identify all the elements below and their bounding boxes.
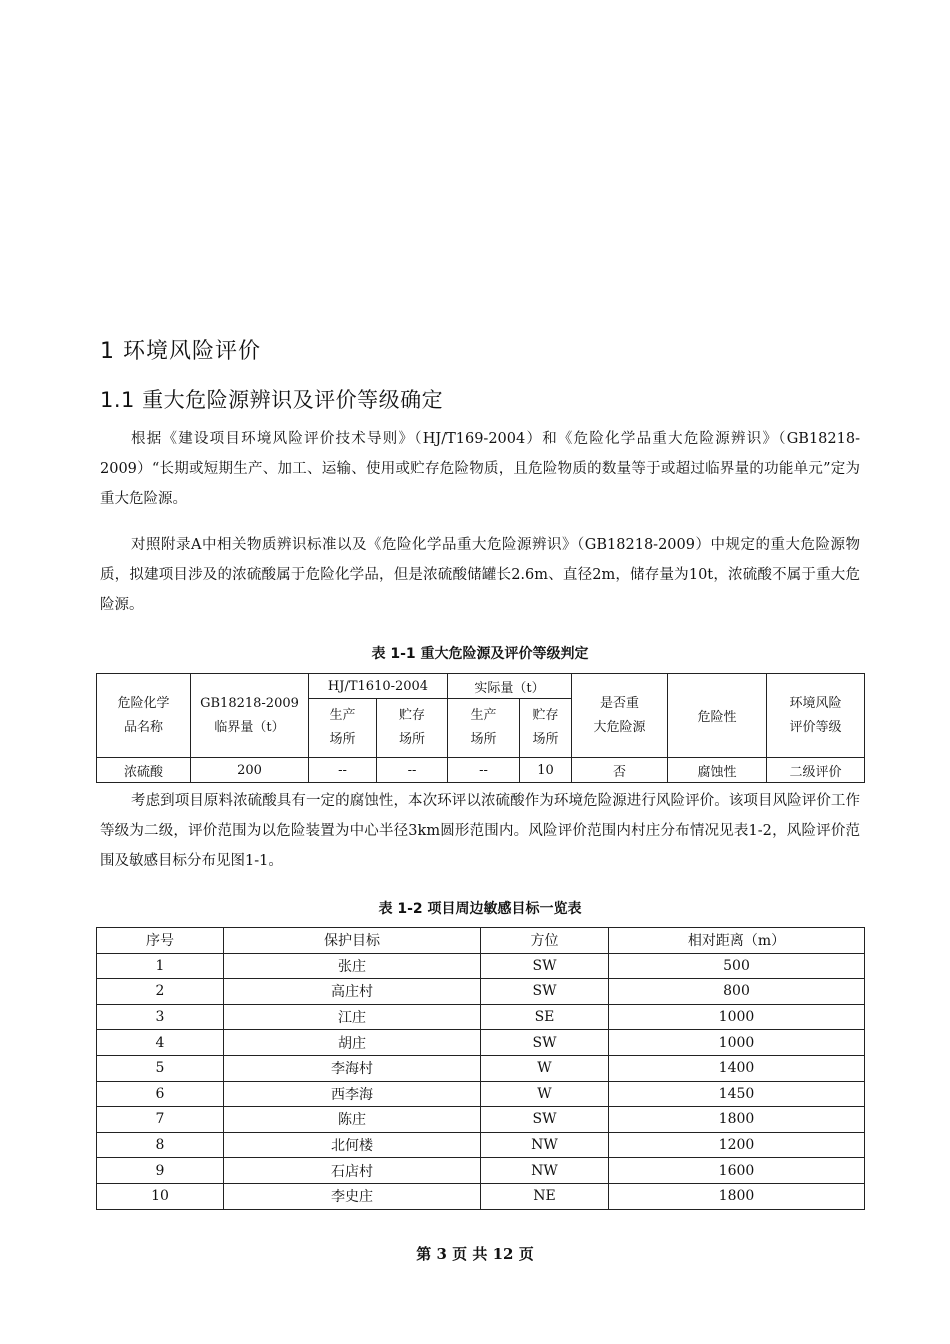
cell-distance: 1800: [609, 1107, 865, 1133]
section-heading: 1 环境风险评价: [100, 339, 261, 364]
cell-target: 李史庄: [224, 1183, 481, 1209]
cell-index: 3: [97, 1004, 224, 1030]
cell-distance: 1400: [609, 1055, 865, 1081]
sensitive-targets-table: [96, 927, 865, 1210]
subheader-storage: 贮存 场所: [520, 699, 572, 758]
table-row: [97, 1081, 865, 1107]
table-row: [97, 758, 865, 783]
hazard-source-table: [96, 673, 865, 783]
cell-index: 5: [97, 1055, 224, 1081]
cell-index: 1: [97, 953, 224, 979]
table-row: [97, 1158, 865, 1184]
header-threshold: GB18218-2009 临界量（t）: [191, 674, 309, 758]
header-distance: 相对距离（m）: [609, 928, 865, 954]
cell-direction: W: [481, 1055, 609, 1081]
cell-target: 江庄: [224, 1004, 481, 1030]
cell-distance: 1600: [609, 1158, 865, 1184]
header-major-hazard: 是否重 大危险源: [572, 674, 668, 758]
cell-distance: 1800: [609, 1183, 865, 1209]
cell-actual-storage: 10: [520, 758, 572, 783]
cell-distance: 1450: [609, 1081, 865, 1107]
cell-index: 10: [97, 1183, 224, 1209]
cell-target: 胡庄: [224, 1030, 481, 1056]
cell-risk-level: 二级评价: [767, 758, 865, 783]
header-direction: 方位: [481, 928, 609, 954]
paragraph-definition: 根据《建设项目环境风险评价技术导则》（HJ/T169-2004）和《危险化学品重大危险源辨识》（GB18218-2009）“长期或短期生产、加工、运输、使用或贮存危险物质，且危险物质的数量等于或超过临界量的功能单元”定为重大危险源。: [100, 431, 860, 507]
cell-hazard-type: 腐蚀性: [668, 758, 767, 783]
cell-target: 西李海: [224, 1081, 481, 1107]
cell-direction: NW: [481, 1158, 609, 1184]
cell-index: 2: [97, 979, 224, 1005]
header-chemical-name: 危险化学 品名称: [97, 674, 191, 758]
cell-direction: NE: [481, 1183, 609, 1209]
cell-actual-production: --: [448, 758, 520, 783]
cell-direction: SW: [481, 953, 609, 979]
cell-target: 陈庄: [224, 1107, 481, 1133]
header-target: 保护目标: [224, 928, 481, 954]
cell-index: 6: [97, 1081, 224, 1107]
subheader-production: 生产 场所: [448, 699, 520, 758]
subsection-heading: 1.1 重大危险源辨识及评价等级确定: [100, 388, 444, 412]
header-hazard-type: 危险性: [668, 674, 767, 758]
header-hj-standard: HJ/T1610-2004: [309, 674, 448, 699]
table-row: [97, 979, 865, 1005]
table-header-row: [97, 674, 865, 699]
cell-hj-production: --: [309, 758, 377, 783]
cell-direction: SW: [481, 1107, 609, 1133]
subheader-storage: 贮存 场所: [377, 699, 448, 758]
table-row: [97, 1055, 865, 1081]
cell-index: 7: [97, 1107, 224, 1133]
cell-distance: 1000: [609, 1004, 865, 1030]
header-actual-amount: 实际量（t）: [448, 674, 572, 699]
cell-distance: 500: [609, 953, 865, 979]
table-row: [97, 1132, 865, 1158]
cell-target: 高庄村: [224, 979, 481, 1005]
cell-target: 李海村: [224, 1055, 481, 1081]
cell-direction: W: [481, 1081, 609, 1107]
cell-threshold: 200: [191, 758, 309, 783]
table-row: [97, 1004, 865, 1030]
cell-direction: NW: [481, 1132, 609, 1158]
table-row: [97, 1107, 865, 1133]
table-row: [97, 1030, 865, 1056]
cell-index: 9: [97, 1158, 224, 1184]
paragraph-assessment: 考虑到项目原料浓硫酸具有一定的腐蚀性，本次环评以浓硫酸作为环境危险源进行风险评价。该项目风险评价工作等级为二级，评价范围为以危险装置为中心半径3km圆形范围内。风险评价范围内村庄分布情况见表1-2，风险评价范围及敏感目标分布见图1-1。: [100, 793, 860, 869]
table2-caption: 表 1-2 项目周边敏感目标一览表: [378, 901, 582, 917]
page-number-footer: 第 3 页 共 12 页: [416, 1245, 534, 1263]
cell-distance: 1200: [609, 1132, 865, 1158]
table-row: [97, 1183, 865, 1209]
cell-direction: SW: [481, 979, 609, 1005]
cell-target: 张庄: [224, 953, 481, 979]
cell-distance: 800: [609, 979, 865, 1005]
cell-target: 石店村: [224, 1158, 481, 1184]
cell-hj-storage: --: [377, 758, 448, 783]
cell-distance: 1000: [609, 1030, 865, 1056]
cell-direction: SW: [481, 1030, 609, 1056]
cell-major-hazard: 否: [572, 758, 668, 783]
cell-chemical: 浓硫酸: [97, 758, 191, 783]
subheader-production: 生产 场所: [309, 699, 377, 758]
paragraph-identification: 对照附录A中相关物质辨识标准以及《危险化学品重大危险源辨识》（GB18218-2009）中规定的重大危险源物质，拟建项目涉及的浓硫酸属于危险化学品，但是浓硫酸储罐长2.6m、直径2m，储存量为10t，浓硫酸不属于重大危险源。: [100, 537, 860, 613]
cell-index: 4: [97, 1030, 224, 1056]
cell-direction: SE: [481, 1004, 609, 1030]
table-row: [97, 953, 865, 979]
table1-caption: 表 1-1 重大危险源及评价等级判定: [371, 646, 589, 662]
header-risk-level: 环境风险 评价等级: [767, 674, 865, 758]
table-header-row: [97, 928, 865, 954]
cell-index: 8: [97, 1132, 224, 1158]
cell-target: 北何楼: [224, 1132, 481, 1158]
header-index: 序号: [97, 928, 224, 954]
